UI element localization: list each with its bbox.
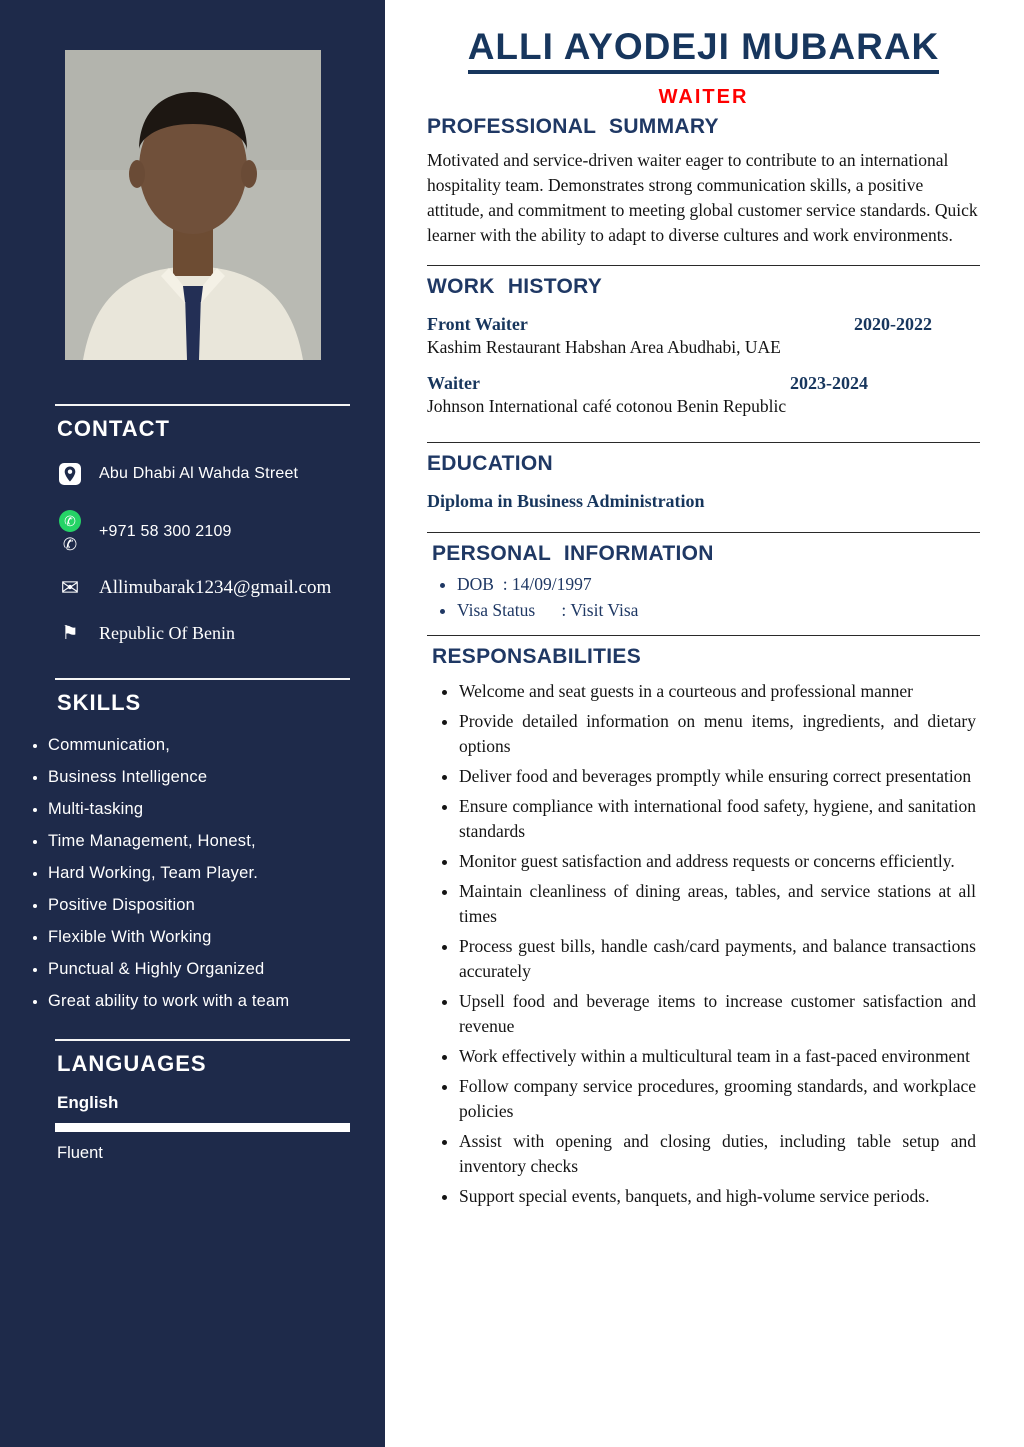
responsibility-item: • Maintain cleanliness of dining areas, tables, and service stations at all times [459,879,980,929]
contact-address: Abu Dhabi Al Wahda Street [99,465,299,482]
section-divider [427,442,980,443]
responsibility-item: • Assist with opening and closing duties, including table setup and inventory checks [459,1129,980,1179]
job-role: Front Waiter [427,313,528,334]
contact-phone-row [0,510,385,553]
skill-item: • Punctual & Highly Organized [48,960,385,979]
language-level-label: Fluent [57,1144,103,1162]
phone-icon: ✆ [62,535,78,554]
personal-info-item: • Visa Status : Visit Visa [457,600,980,621]
phone-icons [57,510,83,553]
contact-country-row [0,623,385,644]
section-divider [427,265,980,266]
skill-item: • Positive Disposition [48,896,385,915]
responsibility-item: • Follow company service procedures, grooming standards, and workplace policies [459,1074,980,1124]
section-divider [427,635,980,636]
contact-email-row [0,577,385,599]
skills-divider [55,678,350,680]
responsibility-item: • Support special events, banquets, and high-volume service periods. [459,1184,980,1209]
email-icon: ✉ [60,575,80,600]
language-name: English [57,1093,119,1112]
skill-item: • Flexible With Working [48,928,385,947]
whatsapp-icon: ✆ [59,510,81,532]
section-title-education: EDUCATION [427,451,553,475]
languages-divider [55,1039,350,1041]
job-entry [427,314,980,358]
languages-title: LANGUAGES [57,1051,207,1076]
sidebar [0,0,385,1447]
main-content [385,0,1024,1447]
skill-item: • Time Management, Honest, [48,832,385,851]
job-dates: 2020-2022 [854,313,932,334]
skill-item: • Multi-tasking [48,800,385,819]
responsibility-item: • Provide detailed information on menu items, ingredients, and dietary options [459,709,980,759]
profile-photo-illustration [65,50,321,360]
responsibility-item: • Monitor guest satisfaction and address requests or concerns efficiently. [459,849,980,874]
responsibility-item: • Ensure compliance with international food safety, hygiene, and sanitation standards [459,794,980,844]
summary-text: Motivated and service-driven waiter eager to contribute to an international hospitality team. Demonstrates strong communication skills, a positive attitude, and commitment to meeting global customer service standards. Quick learner with the ability to adapt to diverse cultures and work environments. [427,150,978,245]
email-icon-wrap [57,577,83,599]
job-company: Johnson International café cotonou Benin Republic [427,395,787,416]
skill-item: • Great ability to work with a team [48,992,385,1011]
personal-info-list [427,574,980,621]
candidate-name: ALLI AYODEJI MUBARAK [468,26,940,74]
contact-country: Republic Of Benin [99,623,235,643]
section-title-responsibilities: RESPONSABILITIES [432,644,641,668]
skill-item: • Business Intelligence [48,768,385,787]
contact-divider [55,404,350,406]
responsibility-item: • Deliver food and beverages promptly while ensuring correct presentation [459,764,980,789]
section-title-summary: PROFESSIONAL SUMMARY [427,115,719,138]
work-history-block [427,314,980,435]
skills-list [0,736,385,1011]
job-role: Waiter [427,372,480,393]
section-divider [427,532,980,533]
personal-info-item: • DOB : 14/09/1997 [457,574,980,595]
section-title-personal: PERSONAL INFORMATION [432,541,714,565]
skills-title: SKILLS [57,690,142,715]
skill-item: • Communication, [48,736,385,755]
responsibility-item: • Welcome and seat guests in a courteous and professional manner [459,679,980,704]
responsibility-item: • Work effectively within a multicultural team in a fast-paced environment [459,1044,980,1069]
skill-item: • Hard Working, Team Player. [48,864,385,883]
contact-phone: +971 58 300 2109 [99,522,232,540]
job-entry [427,373,980,417]
education-degree: Diploma in Business Administration [427,490,705,511]
flag-icon-wrap [57,624,83,643]
language-level-bar [55,1123,350,1132]
section-title-work-history: WORK HISTORY [427,274,603,298]
profile-photo [65,50,321,360]
contact-email: Allimubarak1234@gmail.com [99,577,332,598]
contact-address-row [0,462,385,486]
job-dates: 2023-2024 [790,372,868,393]
job-company: Kashim Restaurant Habshan Area Abudhabi, UAE [427,336,781,357]
responsibility-item: • Process guest bills, handle cash/card payments, and balance transactions accurately [459,934,980,984]
candidate-role: WAITER [658,86,749,108]
flag-icon: ⚑ [61,623,79,644]
responsibilities-list [427,679,980,1209]
location-icon [57,462,83,486]
responsibility-item: • Upsell food and beverage items to increase customer satisfaction and revenue [459,989,980,1039]
contact-title: CONTACT [57,416,170,441]
